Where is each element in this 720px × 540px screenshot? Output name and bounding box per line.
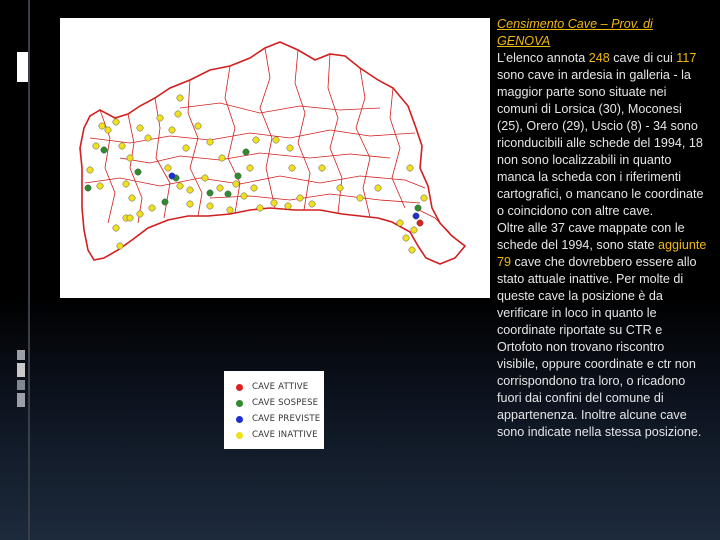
cave-marker [417, 220, 423, 226]
cave-marker [187, 201, 193, 207]
p1-intro: L’elenco annota [497, 51, 589, 65]
count-ardesia: 117 [676, 51, 697, 65]
cave-marker [101, 147, 107, 153]
legend-item-inattive [236, 428, 318, 442]
cave-marker [257, 205, 263, 211]
legend-dot-sospese [236, 400, 243, 407]
cave-marker [207, 203, 213, 209]
cave-marker [123, 181, 129, 187]
cave-marker [233, 181, 239, 187]
cave-marker [227, 207, 233, 213]
cave-marker [421, 195, 427, 201]
cave-marker [409, 247, 415, 253]
cave-marker [117, 243, 123, 249]
province-map [60, 18, 490, 298]
cave-marker [253, 137, 259, 143]
cave-marker [357, 195, 363, 201]
cave-marker [93, 143, 99, 149]
paragraph-1 [497, 51, 704, 218]
slide-title: Censimento Cave – Prov. di GENOVA [497, 17, 653, 48]
count-added: aggiunte 79 [497, 238, 707, 269]
cave-marker [225, 191, 231, 197]
cave-marker [285, 203, 291, 209]
cave-marker [273, 137, 279, 143]
cave-marker [247, 165, 253, 171]
cave-marker [113, 119, 119, 125]
description-text [497, 16, 709, 441]
count-total: 248 [588, 51, 610, 65]
cave-marker [271, 200, 277, 206]
cave-marker [241, 193, 247, 199]
cave-marker [137, 211, 143, 217]
map-legend [224, 371, 324, 449]
legend-dot-previste [236, 416, 243, 423]
cave-marker [397, 220, 403, 226]
cave-marker [217, 185, 223, 191]
cave-marker [145, 135, 151, 141]
legend-item-previste [236, 412, 320, 426]
cave-marker [175, 111, 181, 117]
cave-marker [165, 165, 171, 171]
cave-marker [127, 155, 133, 161]
cave-marker [127, 215, 133, 221]
cave-marker [251, 185, 257, 191]
p2-intro: Oltre alle 37 cave mappate con le schede del 1994, sono state [497, 221, 685, 252]
cave-marker [177, 95, 183, 101]
legend-item-sospese [236, 396, 318, 410]
cave-marker [289, 165, 295, 171]
legend-label-attive: CAVE ATTIVE [252, 382, 309, 392]
side-decorations [17, 350, 25, 410]
cave-marker [99, 123, 105, 129]
cave-marker [297, 195, 303, 201]
cave-marker [137, 125, 143, 131]
map-svg [60, 18, 490, 298]
cave-marker [177, 183, 183, 189]
cave-marker [162, 199, 168, 205]
legend-label-previste: CAVE PREVISTE [252, 414, 321, 424]
cave-marker [411, 227, 417, 233]
cave-marker [319, 165, 325, 171]
cave-marker [415, 205, 421, 211]
province-outline [80, 42, 465, 264]
cave-marker [309, 201, 315, 207]
cave-marker [135, 169, 141, 175]
cave-marker [85, 185, 91, 191]
legend-label-sospese: CAVE SOSPESE [252, 398, 319, 408]
cave-marker [202, 175, 208, 181]
cave-marker [113, 225, 119, 231]
cave-marker [207, 139, 213, 145]
cave-marker [287, 145, 293, 151]
slide-accent-bar [17, 52, 28, 82]
cave-marker [403, 235, 409, 241]
cave-marker [97, 183, 103, 189]
cave-marker [337, 185, 343, 191]
cave-marker [157, 115, 163, 121]
legend-item-attive [236, 380, 308, 394]
cave-marker [169, 127, 175, 133]
p1-rest: sono cave in ardesia in galleria - la maggior parte sono situate nei comuni di Lorsica (30), Moconesi (25), Orero (29), Uscio (8) - 34 sono riconducibili alle schede del 1994, 18 non sono localizzabili in quanto manca la scheda con i riferimenti cartografici, o mancano le coordinate o coincidono con altre cave. [497, 68, 704, 218]
paragraph-2 [497, 221, 706, 439]
cave-marker [105, 127, 111, 133]
cave-marker [149, 205, 155, 211]
cave-marker [235, 173, 241, 179]
cave-marker [407, 165, 413, 171]
cave-marker [169, 173, 175, 179]
legend-dot-attive [236, 384, 243, 391]
p1-mid: cave di cui [609, 51, 677, 65]
cave-marker [129, 195, 135, 201]
cave-marker [87, 167, 93, 173]
legend-label-inattive: CAVE INATTIVE [252, 430, 318, 440]
cave-marker [119, 143, 125, 149]
legend-dot-inattive [236, 432, 243, 439]
p2-rest: cave che dovrebbero essere allo stato attuale inattive. Per molte di queste cave la posizione è da verificare in loco in quanto le coordinate riportate su CTR e Ortofoto non trovano riscontro visibile, oppure coordinate e ctr non corrispondono tra loro, o ricadono fuori dai confini del comune di appartenenza. Inoltre alcune cave sono indicate nella stessa posizione. [497, 255, 702, 439]
slide-left-border [28, 0, 30, 540]
cave-marker [219, 155, 225, 161]
cave-marker [183, 145, 189, 151]
cave-marker [375, 185, 381, 191]
cave-marker [243, 149, 249, 155]
cave-marker [207, 190, 213, 196]
cave-marker [187, 187, 193, 193]
cave-marker [413, 213, 419, 219]
cave-marker [195, 123, 201, 129]
